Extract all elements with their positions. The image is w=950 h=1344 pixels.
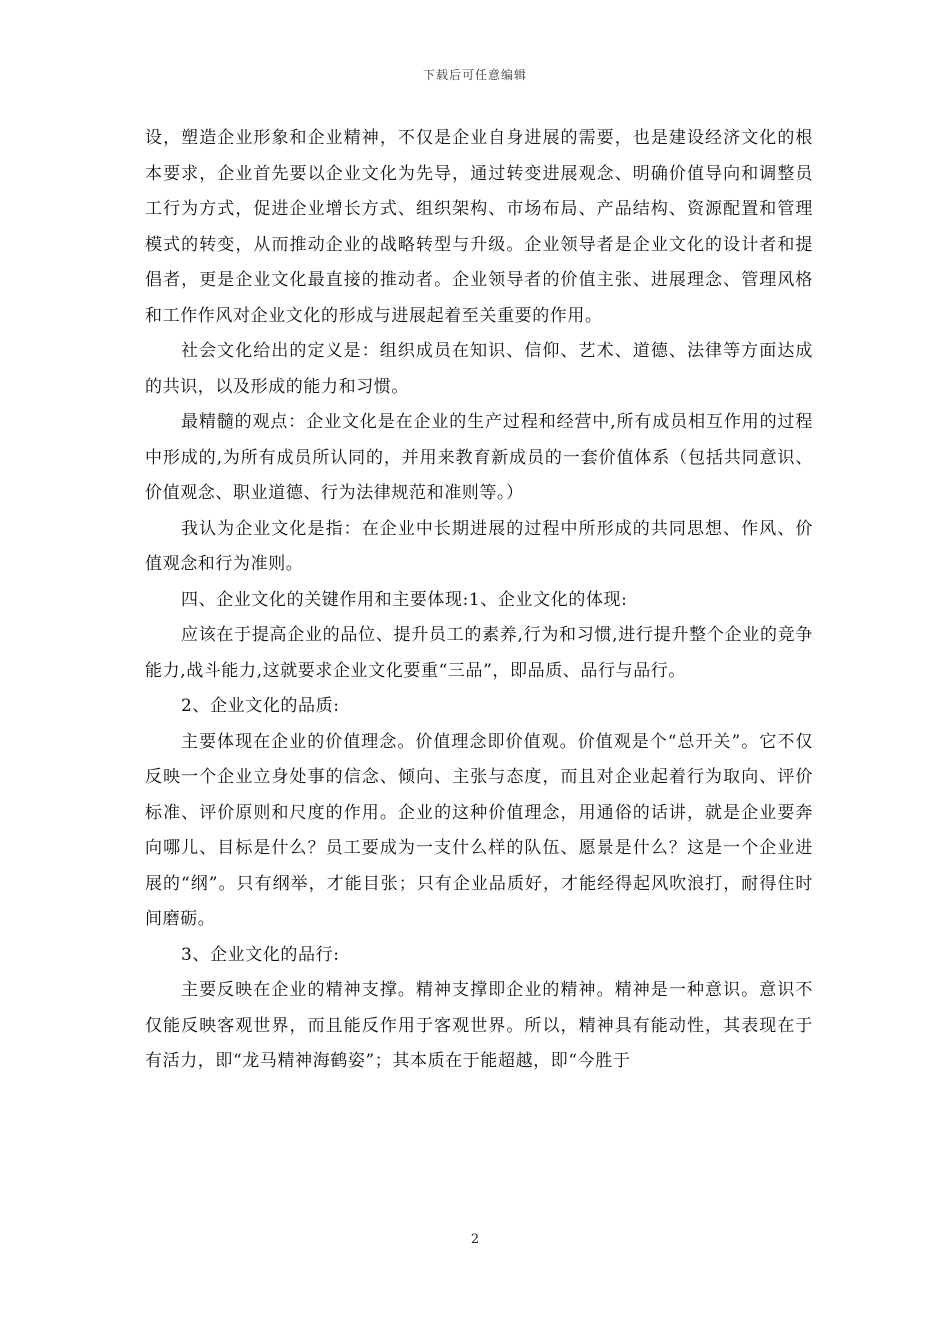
paragraph-quality: 主要体现在企业的价值理念。价值理念即价值观。价值观是个“总开关”。它不仅反映一个企业立身处事的信念、倾向、主张与态度，而且对企业起着行为取向、评价标准、评价原则和尺度的作用。企业的这种价值理念，用通俗的话讲，就是企业要奔向哪儿、目标是什么？员工要成为一支什么样的队伍、愿景是什么？这是一个企业进展的“纲”。只有纲举，才能目张；只有企业品质好，才能经得起风吹浪打，耐得住时间磨砺。: [145, 731, 813, 929]
document-body: [145, 121, 813, 1080]
paragraph-author-view: 我认为企业文化是指：在企业中长期进展的过程中所形成的共同思想、作风、价值观念和行为准则。: [145, 518, 813, 574]
paragraph-continuation: 设，塑造企业形象和企业精神，不仅是企业自身进展的需要，也是建设经济文化的根本要求，企业首先要以企业文化为先导，通过转变进展观念、明确价值导向和调整员工行为方式，促进企业增长方式、组织架构、市场布局、产品结构、资源配置和管理模式的转变，从而推动企业的战略转型与升级。企业领导者是企业文化的设计者和提倡者，更是企业文化最直接的推动者。企业领导者的价值主张、进展理念、管理风格和工作作风对企业文化的形成与进展起着至关重要的作用。: [145, 128, 813, 326]
page-header-note: 下载后可任意编辑: [422, 68, 527, 82]
paragraph-conduct: 主要反映在企业的精神支撑。精神支撑即企业的精神。精神是一种意识。意识不仅能反映客观世界，而且能反作用于客观世界。所以，精神具有能动性，其表现在于有活力，即“龙马精神海鹤姿”；其本质在于能超越，即“今胜于: [145, 980, 813, 1071]
subheading-quality: 2、企业文化的品质:: [181, 696, 340, 716]
paragraph-three-qualities: 应该在于提高企业的品位、提升员工的素养,行为和习惯,进行提升整个企业的竞争能力,战斗能力,这就要求企业文化要重“三品”，即品质、品行与品行。: [145, 625, 813, 681]
paragraph-social-definition: 社会文化给出的定义是：组织成员在知识、信仰、艺术、道德、法律等方面达成的共识，以及形成的能力和习惯。: [145, 341, 813, 397]
paragraph-core-viewpoint: 最精髓的观点：企业文化是在企业的生产过程和经营中,所有成员相互作用的过程中形成的,为所有成员所认同的，并用来教育新成员的一套价值体系（包括共同意识、价值观念、职业道德、行为法律规范和准则等。）: [145, 412, 813, 503]
page-number: 2: [470, 1232, 480, 1247]
subheading-conduct: 3、企业文化的品行:: [181, 944, 340, 965]
section-heading-key-roles: 四、企业文化的关键作用和主要体现:1、企业文化的体现:: [181, 589, 628, 610]
